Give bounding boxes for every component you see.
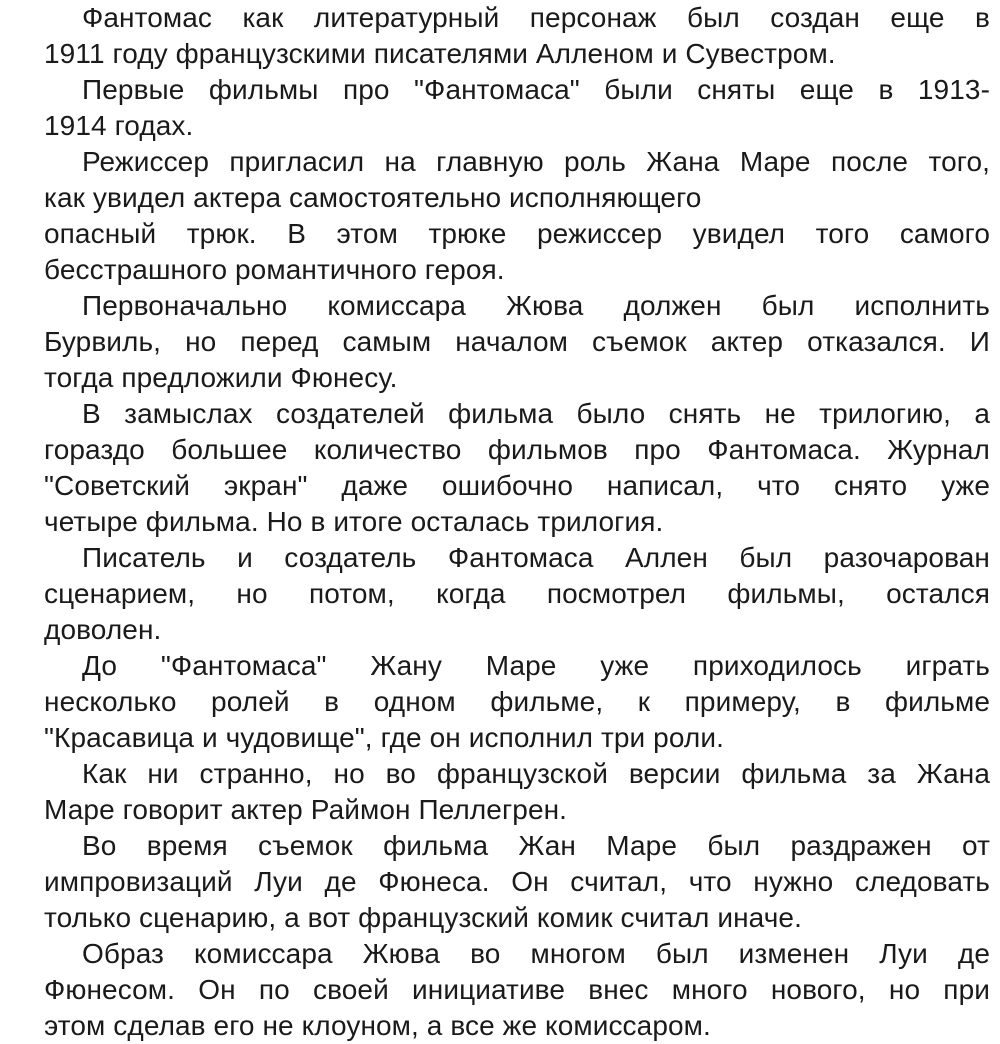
text-line: Образ комиссара Жюва во многом был изменен Луи де <box>82 938 990 969</box>
paragraph-4 <box>44 288 990 396</box>
text-line: опасный трюк. В этом трюке режиссер увидел того самого <box>44 218 990 249</box>
text-line: этом сделав его не клоуном, а все же комиссаром. <box>44 1010 711 1041</box>
text-line: Маре говорит актер Раймон Пеллегрен. <box>44 794 568 825</box>
text-line: несколько ролей в одном фильме, к примеру, в фильме <box>44 686 990 717</box>
text-line: бесстрашного романтичного героя. <box>44 254 505 285</box>
paragraph-6 <box>44 540 990 648</box>
paragraph-10 <box>44 936 990 1044</box>
text-line: доволен. <box>44 614 162 645</box>
text-line: тогда предложили Фюнесу. <box>44 362 398 393</box>
text-line: Режиссер пригласил на главную роль Жана Маре после того, <box>82 146 990 177</box>
text-line: гораздо большее количество фильмов про Фантомаса. Журнал <box>44 434 990 465</box>
text-line: Фантомас как литературный персонаж был создан еще в <box>82 2 990 33</box>
text-line: Как ни странно, но во французской версии фильма за Жана <box>82 758 990 789</box>
text-line: импровизаций Луи де Фюнеса. Он считал, что нужно следовать <box>44 866 990 897</box>
text-line: четыре фильма. Но в итоге осталась трилогия. <box>44 506 664 537</box>
text-line: Бурвиль, но перед самым началом съемок актер отказался. И <box>44 326 990 357</box>
text-line: "Советский экран" даже ошибочно написал, что снято уже <box>44 470 990 501</box>
text-line: как увидел актера самостоятельно исполняющего <box>44 182 702 213</box>
text-line: 1914 годах. <box>44 110 194 141</box>
text-line: Писатель и создатель Фантомаса Аллен был разочарован <box>82 542 990 573</box>
text-line: В замыслах создателей фильма было снять не трилогию, а <box>82 398 990 429</box>
text-line: сценарием, но потом, когда посмотрел фильмы, остался <box>44 578 990 609</box>
paragraph-9 <box>44 828 990 936</box>
text-line: Фюнесом. Он по своей инициативе внес много нового, но при <box>44 974 990 1005</box>
text-line: 1911 году французскими писателями Алленом и Сувестром. <box>44 38 836 69</box>
paragraph-8 <box>44 756 990 828</box>
text-line: только сценарию, а вот французский комик считал иначе. <box>44 902 802 933</box>
text-line: Первоначально комиссара Жюва должен был исполнить <box>82 290 990 321</box>
paragraph-3 <box>44 144 990 288</box>
paragraph-5 <box>44 396 990 540</box>
text-line: "Красавица и чудовище", где он исполнил три роли. <box>44 722 724 753</box>
text-line: До "Фантомаса" Жану Маре уже приходилось играть <box>82 650 990 681</box>
paragraph-2 <box>44 72 990 144</box>
text-line: Во время съемок фильма Жан Маре был раздражен от <box>82 830 990 861</box>
paragraph-1 <box>44 0 990 72</box>
article-body <box>44 0 990 1044</box>
paragraph-7 <box>44 648 990 756</box>
text-line: Первые фильмы про "Фантомаса" были сняты еще в 1913- <box>82 74 990 105</box>
